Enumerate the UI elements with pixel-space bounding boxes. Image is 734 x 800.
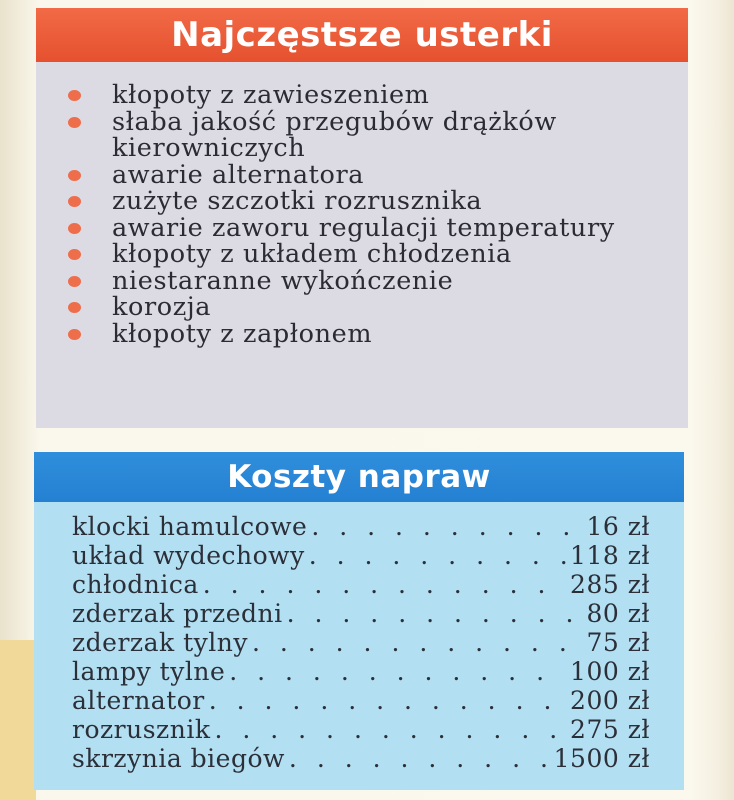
cost-row — [72, 686, 650, 715]
part-name: rozrusznik — [72, 715, 211, 744]
dot-leader — [209, 686, 566, 715]
dot-leader — [214, 715, 566, 744]
part-name: klocki hamulcowe — [72, 512, 308, 541]
fault-text: kłopoty z zawieszeniem — [112, 80, 430, 110]
repair-costs-header — [34, 452, 684, 502]
background-decoration — [0, 640, 36, 800]
bullet-icon — [68, 90, 81, 101]
part-price: 75 zł — [586, 628, 650, 657]
fault-item — [66, 241, 688, 268]
dot-leader — [309, 541, 566, 570]
dot-leader — [311, 512, 582, 541]
fault-item — [66, 265, 688, 296]
bullet-icon — [68, 170, 81, 181]
fault-item — [66, 318, 688, 349]
fault-text: awarie zaworu regulacji temperatury — [112, 212, 615, 243]
part-name: zderzak tylny — [72, 628, 248, 657]
fault-text: korozja — [112, 292, 212, 322]
bullet-icon — [68, 117, 81, 128]
common-faults-list — [36, 62, 688, 347]
part-name: skrzynia biegów — [72, 744, 285, 773]
dot-leader — [287, 599, 583, 628]
cost-row — [72, 541, 650, 570]
bullet-icon — [68, 302, 81, 313]
fault-text: awarie alternatora — [112, 159, 365, 190]
part-name: lampy tylne — [72, 657, 226, 686]
part-price: 118 zł — [570, 541, 650, 570]
cost-row — [72, 657, 650, 686]
bullet-icon — [68, 249, 81, 260]
repair-costs-title: Koszty napraw — [227, 459, 491, 495]
cost-row — [72, 715, 650, 744]
bullet-icon — [68, 196, 81, 207]
bullet-icon — [68, 223, 81, 234]
fault-text: kłopoty z zapłonem — [112, 318, 373, 349]
cost-row — [72, 744, 650, 773]
repair-costs-panel — [34, 452, 684, 790]
part-price: 1500 zł — [553, 744, 650, 773]
dot-leader — [229, 657, 566, 686]
fault-item — [66, 212, 688, 243]
common-faults-panel — [36, 8, 688, 428]
part-price: 16 zł — [586, 512, 650, 541]
fault-text: zużyte szczotki rozrusznika — [112, 186, 483, 216]
fault-text: niestaranne wykończenie — [112, 265, 454, 296]
common-faults-title: Najczęstsze usterki — [171, 15, 553, 55]
dot-leader — [252, 628, 582, 657]
cost-row — [72, 570, 650, 599]
part-name: zderzak przedni — [72, 599, 283, 628]
page-edge — [718, 0, 734, 800]
part-price: 275 zł — [570, 715, 650, 744]
bullet-icon — [68, 329, 81, 340]
cost-row — [72, 628, 650, 657]
part-price: 80 zł — [586, 599, 650, 628]
fault-item — [66, 159, 688, 190]
fault-item — [66, 106, 688, 163]
cost-row — [72, 599, 650, 628]
part-price: 100 zł — [570, 657, 650, 686]
fault-text: słaba jakość przegubów drążków kierowniczych — [112, 106, 557, 163]
fault-item — [66, 82, 688, 109]
part-price: 200 zł — [570, 686, 650, 715]
part-name: chłodnica — [72, 570, 199, 599]
part-name: układ wydechowy — [72, 541, 305, 570]
repair-costs-list — [34, 502, 650, 773]
cost-row — [72, 512, 650, 541]
common-faults-header — [36, 8, 688, 62]
part-price: 285 zł — [570, 570, 650, 599]
fault-item — [66, 294, 688, 321]
dot-leader — [289, 744, 550, 773]
fault-item — [66, 188, 688, 215]
part-name: alternator — [72, 686, 205, 715]
fault-text: kłopoty z układem chłodzenia — [112, 239, 512, 269]
dot-leader — [203, 570, 566, 599]
bullet-icon — [68, 276, 81, 287]
